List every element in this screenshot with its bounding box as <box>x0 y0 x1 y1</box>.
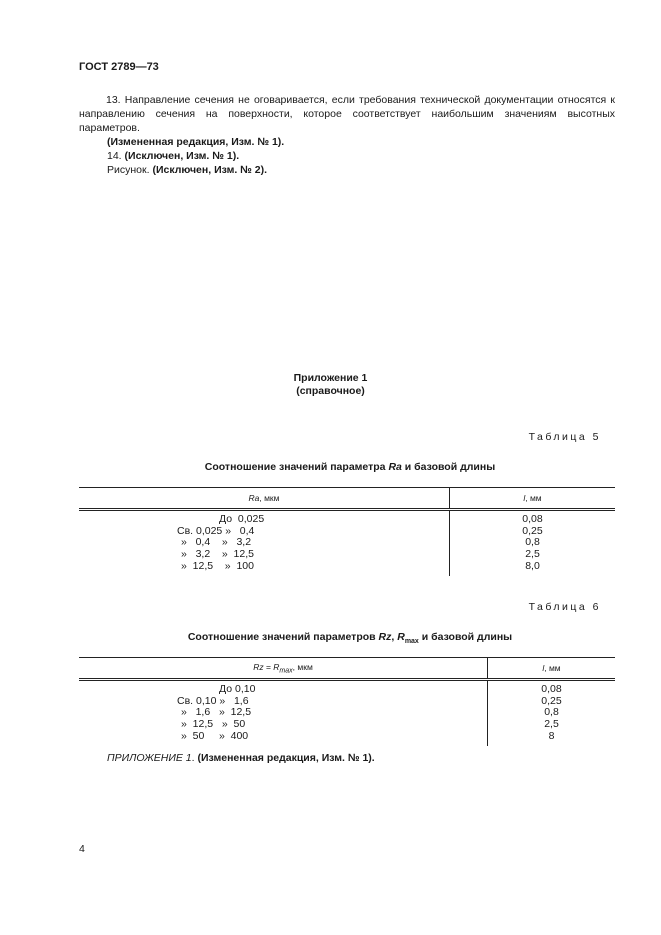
figure-label: Рисунок. <box>107 164 150 176</box>
appendix-note-label: ПРИЛОЖЕНИЕ 1 <box>107 752 192 764</box>
section-14-number: 14. <box>107 150 122 162</box>
table-row: » 0,4 » 3,2 0,8 <box>79 537 615 549</box>
table-row: » 12,5 » 100 8,0 <box>79 561 615 576</box>
table-row: » 3,2 » 12,5 2,5 <box>79 549 615 561</box>
table-row: До 0,025 0,08 <box>79 510 615 526</box>
appendix-subtitle: (справочное) <box>296 385 365 397</box>
section-14-text: (Исключен, Изм. № 1). <box>124 150 240 162</box>
appendix-title: Приложение 1 <box>293 372 368 384</box>
table-6 <box>79 657 615 746</box>
appendix-note-text: (Измененная редакция, Изм. № 1). <box>197 752 375 764</box>
table-5-number: Таблица 5 <box>528 431 601 443</box>
figure-note <box>107 163 267 177</box>
document-header: ГОСТ 2789—73 <box>79 61 159 73</box>
table-6-number: Таблица 6 <box>528 601 601 613</box>
table-row: До 0,10 0,08 <box>79 680 615 696</box>
appendix-edit-note: ПРИЛОЖЕНИЕ 1. (Измененная редакция, Изм. № 1). <box>107 752 375 764</box>
table-row: » 12,5 » 50 2,5 <box>79 719 615 731</box>
section-13-paragraph <box>79 93 615 135</box>
table-6-col2-header: l, мм <box>488 658 616 680</box>
section-13-text: 13. Направление сечения не оговаривается, если требования технической документации относятся к направлению сечения на поверхности, которое соответствует наибольшим значениям высотных параметров. <box>79 94 615 134</box>
appendix-heading <box>0 372 661 398</box>
section-14 <box>107 149 239 163</box>
table-5 <box>79 487 615 576</box>
table-6-col1-header: $Rz = R_{max}$, мкм <box>79 658 488 680</box>
table-5-col2-header: l, мм <box>450 488 616 510</box>
table-6-caption: Соотношение значений параметров Rz, $R_{max}$ и базовой длины <box>187 631 513 646</box>
section-13-edit-note: (Измененная редакция, Изм. № 1). <box>107 136 285 148</box>
table-row: Св. 0,025 » 0,4 0,25 <box>79 526 615 538</box>
table-row: » 50 » 400 8 <box>79 731 615 746</box>
table-5-caption: Соотношение значений параметра Ra и базовой длины <box>204 461 496 473</box>
page-number: 4 <box>79 843 85 855</box>
table-row: » 1,6 » 12,5 0,8 <box>79 707 615 719</box>
table-row: Св. 0,10 » 1,6 0,25 <box>79 696 615 708</box>
figure-text: (Исключен, Изм. № 2). <box>152 164 268 176</box>
table-5-col1-header: Ra, мкм <box>79 488 450 510</box>
